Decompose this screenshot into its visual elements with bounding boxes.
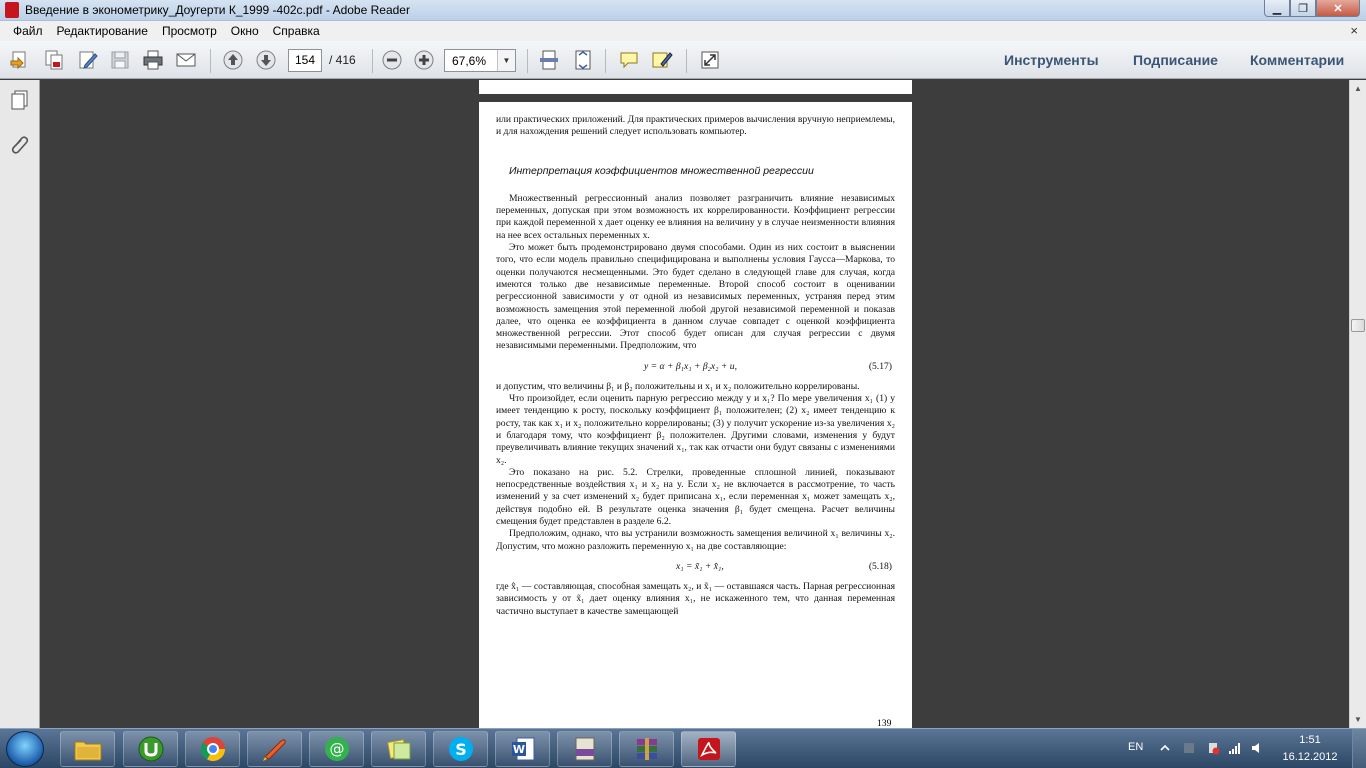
menu-bar <box>0 21 1366 41</box>
zoom-out-icon[interactable] <box>380 48 404 72</box>
tray-app-icon[interactable] <box>1182 741 1196 755</box>
paragraph: или практических приложений. Для практических примеров вычисления вручную неприемлемы, и для нахождения решений следует использовать компьютер. <box>496 114 895 138</box>
save-icon[interactable] <box>108 48 132 72</box>
taskbar-skype[interactable] <box>433 731 488 767</box>
svg-text:W: W <box>512 743 525 756</box>
taskbar-utorrent[interactable] <box>123 731 178 767</box>
djvu-icon <box>571 735 599 763</box>
taskbar-chrome[interactable] <box>185 731 240 767</box>
scrollbar-thumb[interactable] <box>1351 319 1365 332</box>
close-document-icon[interactable]: × <box>1350 23 1358 38</box>
toolbar-separator <box>372 49 373 73</box>
rocket-icon <box>261 735 289 763</box>
zoom-select[interactable] <box>444 49 516 72</box>
paragraph: Это может быть продемонстрировано двумя способами. Один из них состоит в выяснении того, что если модель правильно специфицирована и выполнены условия Гаусса—Маркова, то оценки получаются несмещенными. Это будет сделано в следующей главе для случая, когда имеются только две независимые переменные. Второй способ состоит в оценивании регрессионной зависимости y от одной из независимых переменных, устраняя перед этим возможность замещения этой переменной любой другой независимой переменной и показав далее, что оценка ее коэффициента в данном случае совпадет с оценкой коэффициента множественной регрессии. Этот способ будет описан для случая регрессии с двумя независимыми переменными. Предположим, что <box>496 242 895 352</box>
pdf-page <box>479 102 912 728</box>
taskbar <box>0 728 1366 768</box>
title-bar <box>0 0 1366 21</box>
page-thumbnails-icon[interactable] <box>8 88 32 112</box>
start-button[interactable] <box>6 731 44 767</box>
scroll-down-icon[interactable]: ▼ <box>1354 715 1362 724</box>
paragraph: где x̂₁ — составляющая, способная замещать x₂, и x̃₁ — оставшаяся часть. Парная регрессионная зависимость y от x̃₁ дает оценку влияния x₁, не искаженного тем, что данная переменная частично выступает в качестве замещающей <box>496 580 895 617</box>
paragraph: Множественный регрессионный анализ позволяет разграничить влияние независимых переменных, допуская при этом возможность их коррелированности. Коэффициент регрессии при каждой переменной x дает оценку ее влияния на величину y в случае неизменности влияния на нее всех остальных переменных x. <box>496 192 895 241</box>
formula <box>496 557 895 577</box>
show-desktop-button[interactable] <box>1352 729 1366 768</box>
svg-text:@: @ <box>329 740 344 758</box>
svg-text:S: S <box>454 740 467 759</box>
formula <box>496 357 895 377</box>
page-total: / 416 <box>329 53 356 67</box>
paragraph: Что произойдет, если оценить парную регрессию между y и x₁? По мере увеличения x₁ (1) y имеет тенденцию к росту, поскольку коэффициент β₁ положителен; (2) x₂ имеет тенденцию к росту, так как x₁ и x₂ положительно коррелированы; (3) y получит ускорение из-за увеличения x₂ и благодаря тому, что коэффициент β₂ положителен. Другими словами, изменения y будут преувеличивать влияние текущих значений x₁, так как отчасти они будут связаны с изменениями x₂. <box>496 393 895 466</box>
at-sign-icon <box>323 735 351 763</box>
folder-icon <box>73 736 103 762</box>
adobe-reader-icon <box>5 2 19 18</box>
combine-files-icon[interactable] <box>42 48 66 72</box>
network-signal-icon[interactable] <box>1228 741 1242 755</box>
zoom-value: 67,6% <box>452 54 487 68</box>
clock-date[interactable]: 16.12.2012 <box>1282 751 1338 763</box>
page-content <box>496 114 895 618</box>
taskbar-adobe-reader[interactable] <box>681 731 736 767</box>
page-number-input[interactable]: 154 <box>288 49 322 72</box>
previous-page-fragment <box>479 80 912 94</box>
email-icon[interactable] <box>174 48 198 72</box>
page-number: 139 <box>877 718 892 728</box>
document-view[interactable] <box>41 80 1349 728</box>
tools-link[interactable]: Инструменты <box>1004 52 1099 68</box>
comments-link[interactable]: Комментарии <box>1250 52 1345 68</box>
menu-file[interactable]: Файл <box>13 24 43 38</box>
print-icon[interactable] <box>141 48 165 72</box>
formula-number: (5.17) <box>868 360 892 372</box>
edit-icon[interactable] <box>76 48 100 72</box>
highlight-icon[interactable] <box>650 48 674 72</box>
show-hidden-icons-icon[interactable] <box>1158 741 1172 755</box>
formula-expression: x₁ = x̃₁ + x̂₁, <box>676 560 724 572</box>
clock-time[interactable]: 1:51 <box>1299 734 1321 746</box>
menu-window[interactable]: Окно <box>230 24 259 38</box>
zoom-in-icon[interactable] <box>412 48 436 72</box>
toolbar-separator <box>605 49 606 73</box>
close-button[interactable]: ✕ <box>1316 0 1360 17</box>
minimize-button[interactable]: ▁ <box>1264 0 1290 17</box>
language-indicator[interactable]: EN <box>1128 741 1144 753</box>
attachments-icon[interactable] <box>8 132 32 156</box>
taskbar-winrar[interactable] <box>619 731 674 767</box>
full-screen-icon[interactable] <box>698 48 722 72</box>
create-pdf-icon[interactable] <box>8 48 32 72</box>
fit-page-icon[interactable] <box>571 48 595 72</box>
paragraph: Это показано на рис. 5.2. Стрелки, проведенные сплошной линией, показывают непосредственные воздействия x₁ и x₂ на y. Если x₂ не включается в рассмотрение, то часть изменений y за счет изменений x₂ будет приписана x₁, если переменная x₁ может замещать x₂, действуя подобно ей. В результате оценка значения β₁ будет смещена. Расчет величины смещения будет представлен в разделе 6.2. <box>496 466 895 528</box>
navigation-panel <box>0 80 40 728</box>
word-icon <box>509 735 537 763</box>
taskbar-explorer[interactable] <box>60 731 115 767</box>
taskbar-djvu[interactable] <box>557 731 612 767</box>
sticky-notes-icon <box>385 735 413 763</box>
taskbar-icq[interactable] <box>309 731 364 767</box>
adobe-reader-icon <box>695 735 723 763</box>
paragraph: и допустим, что величины β₁ и β₂ положительны и x₁ и x₂ положительно коррелированы. <box>496 380 860 392</box>
utorrent-icon <box>137 735 165 763</box>
menu-edit[interactable]: Редактирование <box>56 24 148 38</box>
comment-icon[interactable] <box>617 48 641 72</box>
action-center-icon[interactable] <box>1206 741 1220 755</box>
next-page-icon[interactable] <box>254 48 278 72</box>
menu-view[interactable]: Просмотр <box>161 24 217 38</box>
volume-icon[interactable] <box>1250 741 1264 755</box>
vertical-scrollbar[interactable] <box>1349 80 1366 728</box>
skype-icon <box>447 735 475 763</box>
fit-width-icon[interactable] <box>537 48 561 72</box>
toolbar-separator <box>686 49 687 73</box>
sign-link[interactable]: Подписание <box>1133 52 1218 68</box>
scroll-up-icon[interactable]: ▲ <box>1354 84 1362 93</box>
menu-help[interactable]: Справка <box>272 24 320 38</box>
toolbar-separator <box>210 49 211 73</box>
taskbar-word[interactable] <box>495 731 550 767</box>
toolbar-separator <box>527 49 528 73</box>
chevron-down-icon[interactable]: ▼ <box>497 50 515 71</box>
formula-expression: y = α + β₁x₁ + β₂x₂ + u, <box>644 360 737 372</box>
paragraph: Предположим, однако, что вы устранили возможность замещения величиной x₁ величины x₂. Допустим, что можно разложить переменную x₁ на две составляющие: <box>496 528 895 552</box>
taskbar-notes[interactable] <box>371 731 426 767</box>
section-heading: Интерпретация коэффициентов множественной регрессии <box>509 164 814 177</box>
chrome-icon <box>199 735 227 763</box>
formula-number: (5.18) <box>868 560 892 572</box>
previous-page-icon[interactable] <box>221 48 245 72</box>
taskbar-rocket[interactable] <box>247 731 302 767</box>
window-controls <box>1264 0 1360 17</box>
restore-button[interactable]: ❐ <box>1290 0 1316 17</box>
window-title: Введение в эконометрику_Доугерти К_1999 -402c.pdf - Adobe Reader <box>25 3 410 17</box>
winrar-icon <box>633 735 661 763</box>
